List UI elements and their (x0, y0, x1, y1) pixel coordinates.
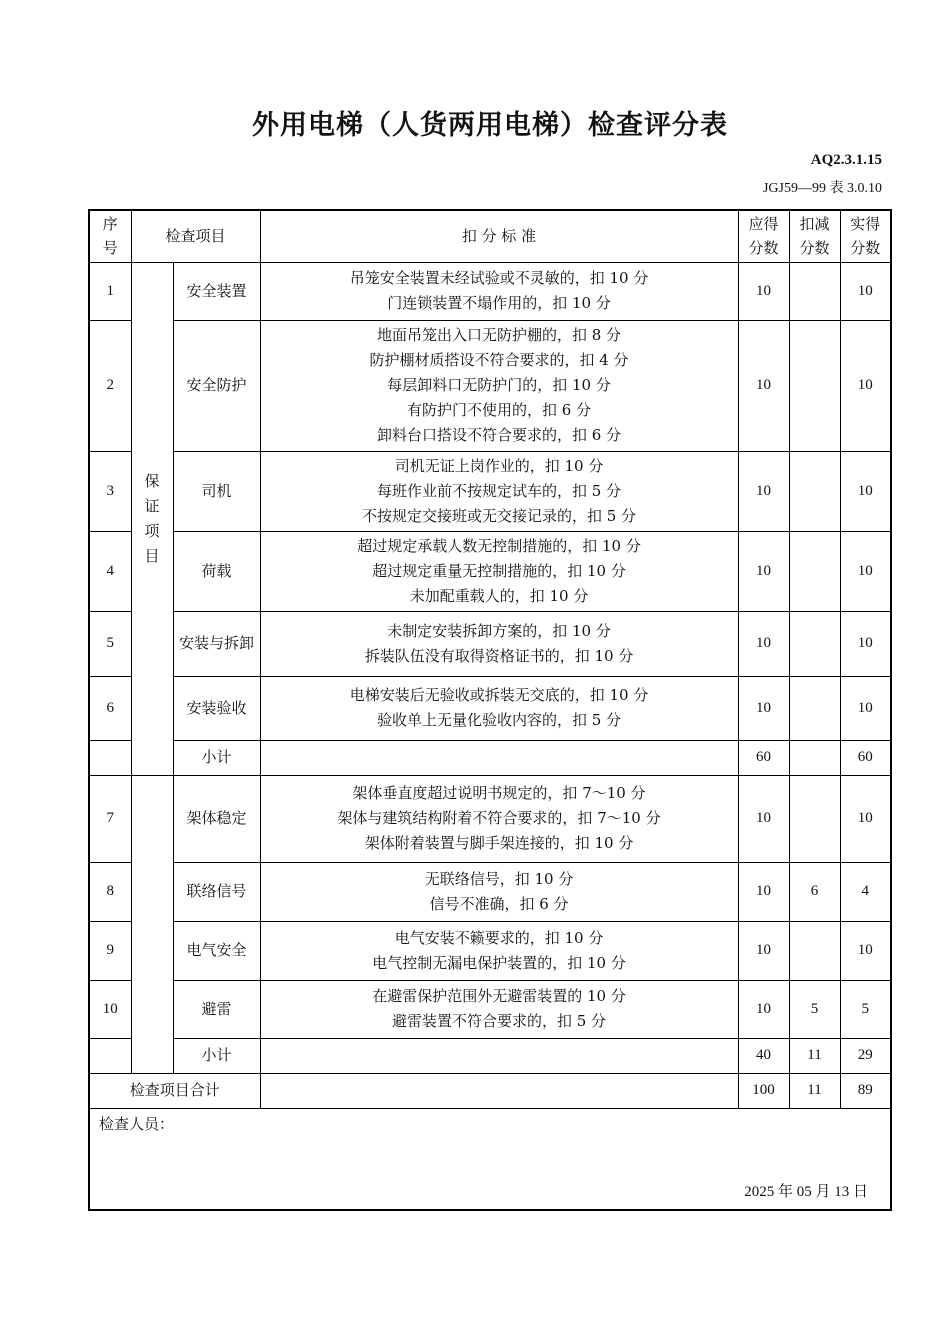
row-item: 避雷 (173, 980, 260, 1038)
row-should-score: 10 (738, 980, 789, 1038)
row-actual: 10 (840, 320, 891, 451)
row-criteria (260, 531, 738, 611)
row-seq: 4 (89, 531, 131, 611)
document-code: AQ2.3.1.15 (810, 152, 882, 168)
subtotal-deduct (789, 740, 840, 775)
row-should-score: 10 (738, 921, 789, 980)
table-row (89, 262, 891, 320)
row-item: 安装与拆卸 (173, 611, 260, 676)
row-should-score: 10 (738, 262, 789, 320)
header-seq: 序号 (89, 210, 131, 262)
group-label-char: 目 (144, 546, 160, 565)
total-row (89, 1073, 891, 1108)
criteria-line: 防护棚材质搭设不符合要求的，扣 4 分 (369, 351, 629, 369)
subtotal-criteria (260, 740, 738, 775)
row-deduct: 5 (789, 980, 840, 1038)
total-deduct: 11 (789, 1073, 840, 1108)
criteria-line: 未制定安装拆卸方案的，扣 10 分 (387, 621, 611, 640)
subtotal-criteria (260, 1038, 738, 1073)
row-criteria (260, 676, 738, 740)
row-seq: 5 (89, 611, 131, 676)
header-item: 检查项目 (131, 210, 260, 262)
row-criteria (260, 775, 738, 862)
criteria-line: 每层卸料口无防护门的，扣 10 分 (387, 376, 611, 394)
criteria-line: 卸料台口搭设不符合要求的，扣 6 分 (376, 426, 622, 444)
table-row (89, 980, 891, 1038)
criteria-line: 地面吊笼出入口无防护棚的，扣 8 分 (376, 326, 622, 344)
group-label-general (131, 775, 173, 1073)
row-item: 安装验收 (173, 676, 260, 740)
header-row (89, 210, 891, 262)
score-table (88, 209, 892, 1211)
header-actual: 实得分数 (840, 210, 891, 262)
row-criteria (260, 611, 738, 676)
row-item: 安全装置 (173, 262, 260, 320)
row-should-score: 10 (738, 676, 789, 740)
row-item: 荷载 (173, 531, 260, 611)
row-item: 司机 (173, 451, 260, 531)
row-actual: 5 (840, 980, 891, 1038)
header-criteria: 扣 分 标 准 (260, 210, 738, 262)
subtotal-seq (89, 1038, 131, 1073)
header-should-score: 应得分数 (738, 210, 789, 262)
row-deduct (789, 262, 840, 320)
row-criteria (260, 862, 738, 921)
criteria-line: 有防护门不使用的，扣 6 分 (406, 401, 592, 419)
criteria-line: 电气安装不籁要求的，扣 10 分 (394, 928, 604, 947)
row-actual: 10 (840, 611, 891, 676)
criteria-line: 架体与建筑结构附着不符合要求的，扣 7～10 分 (337, 809, 661, 827)
page-title: 外用电梯（人货两用电梯）检查评分表 (252, 110, 728, 141)
row-should-score: 10 (738, 611, 789, 676)
total-criteria (260, 1073, 738, 1108)
signature-row (89, 1108, 891, 1210)
group-label-char: 证 (144, 496, 160, 515)
row-criteria (260, 320, 738, 451)
row-seq: 6 (89, 676, 131, 740)
row-seq: 8 (89, 862, 131, 921)
row-deduct (789, 611, 840, 676)
total-should-score: 100 (738, 1073, 789, 1108)
row-seq: 10 (89, 980, 131, 1038)
table-row (89, 611, 891, 676)
signature-area (89, 1108, 891, 1210)
row-seq: 3 (89, 451, 131, 531)
row-actual: 10 (840, 676, 891, 740)
row-deduct (789, 531, 840, 611)
criteria-line: 无联络信号，扣 10 分 (424, 869, 574, 888)
criteria-line: 在避雷保护范围外无避雷装置的 10 分 (372, 987, 626, 1005)
row-actual: 10 (840, 775, 891, 862)
criteria-line: 信号不准确，扣 6 分 (429, 894, 569, 913)
criteria-line: 架体垂直度超过说明书规定的，扣 7～10 分 (352, 784, 646, 802)
row-actual: 4 (840, 862, 891, 921)
subtotal-row (89, 740, 891, 775)
criteria-line: 未加配重载人的，扣 10 分 (409, 586, 589, 605)
table-row (89, 320, 891, 451)
row-deduct (789, 320, 840, 451)
row-item: 安全防护 (173, 320, 260, 451)
table-row (89, 451, 891, 531)
row-criteria (260, 262, 738, 320)
criteria-line: 超过规定重量无控制措施的，扣 10 分 (372, 561, 626, 580)
row-should-score: 10 (738, 531, 789, 611)
row-item: 架体稳定 (173, 775, 260, 862)
row-should-score: 10 (738, 320, 789, 451)
subtotal-should-score: 60 (738, 740, 789, 775)
criteria-line: 避雷装置不符合要求的，扣 5 分 (391, 1012, 607, 1030)
criteria-line: 验收单上无量化验收内容的，扣 5 分 (376, 711, 622, 729)
row-deduct (789, 921, 840, 980)
row-seq: 2 (89, 320, 131, 451)
row-seq: 7 (89, 775, 131, 862)
row-seq: 9 (89, 921, 131, 980)
criteria-line: 门连锁装置不塌作用的，扣 10 分 (387, 294, 611, 312)
row-item: 联络信号 (173, 862, 260, 921)
row-actual: 10 (840, 921, 891, 980)
group-label-char: 项 (144, 521, 160, 540)
group-label-guarantee (131, 262, 173, 775)
criteria-line: 电梯安装后无验收或拆装无交底的，扣 10 分 (349, 686, 649, 704)
subtotal-label: 小计 (173, 740, 260, 775)
inspection-date: 2025 年 05 月 13 日 (744, 1183, 869, 1200)
row-deduct (789, 451, 840, 531)
subtotal-actual: 60 (840, 740, 891, 775)
criteria-line: 架体附着装置与脚手架连接的，扣 10 分 (364, 834, 634, 852)
subtotal-seq (89, 740, 131, 775)
table-row (89, 676, 891, 740)
criteria-line: 吊笼安全装置未经试验或不灵敏的，扣 10 分 (349, 269, 649, 287)
subtotal-deduct: 11 (789, 1038, 840, 1073)
row-deduct (789, 775, 840, 862)
table-row (89, 775, 891, 862)
subtotal-label: 小计 (173, 1038, 260, 1073)
table-row (89, 531, 891, 611)
criteria-line: 超过规定承载人数无控制措施的，扣 10 分 (357, 536, 641, 555)
standard-reference: JGJ59—99 表 3.0.10 (762, 181, 882, 196)
inspector-label: 检查人员： (99, 1114, 175, 1133)
row-deduct (789, 676, 840, 740)
row-actual: 10 (840, 451, 891, 531)
total-actual: 89 (840, 1073, 891, 1108)
group-label-char: 保 (144, 471, 160, 490)
table-row (89, 921, 891, 980)
row-seq: 1 (89, 262, 131, 320)
subtotal-should-score: 40 (738, 1038, 789, 1073)
row-should-score: 10 (738, 775, 789, 862)
row-criteria (260, 980, 738, 1038)
table-row (89, 862, 891, 921)
subtotal-actual: 29 (840, 1038, 891, 1073)
criteria-line: 不按规定交接班或无交接记录的，扣 5 分 (361, 506, 637, 525)
header-deduct: 扣减分数 (789, 210, 840, 262)
row-should-score: 10 (738, 451, 789, 531)
total-label: 检查项目合计 (89, 1073, 260, 1108)
row-should-score: 10 (738, 862, 789, 921)
row-criteria (260, 451, 738, 531)
criteria-line: 电气控制无漏电保护装置的，扣 10 分 (372, 953, 626, 972)
row-actual: 10 (840, 262, 891, 320)
row-item: 电气安全 (173, 921, 260, 980)
row-actual: 10 (840, 531, 891, 611)
criteria-line: 司机无证上岗作业的，扣 10 分 (394, 456, 604, 475)
criteria-line: 每班作业前不按规定试车的，扣 5 分 (376, 481, 622, 500)
row-criteria (260, 921, 738, 980)
row-deduct: 6 (789, 862, 840, 921)
subtotal-row (89, 1038, 891, 1073)
criteria-line: 拆装队伍没有取得资格证书的，扣 10 分 (364, 646, 634, 665)
